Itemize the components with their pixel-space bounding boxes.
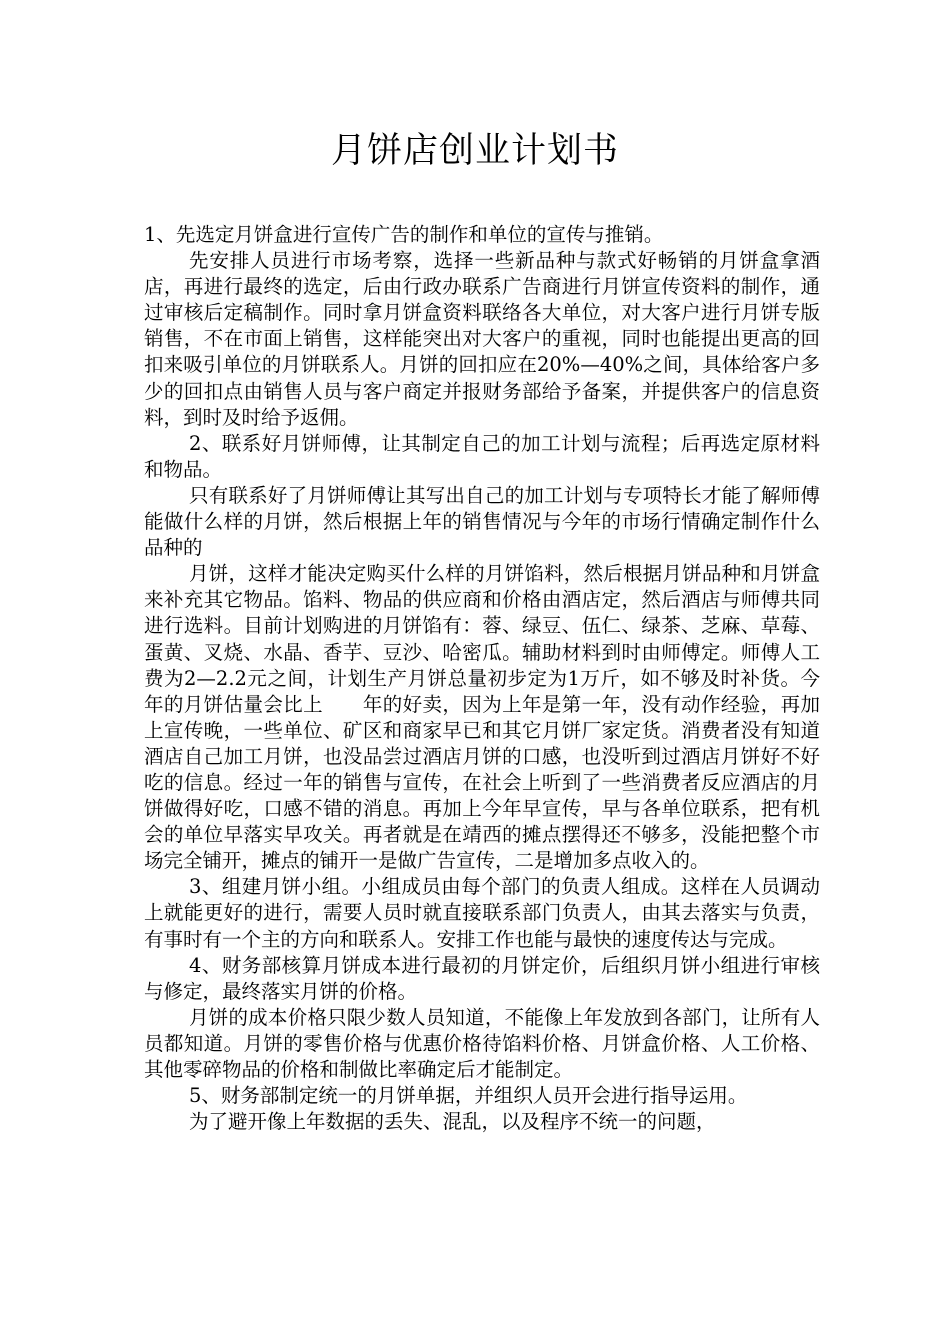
- paragraph-market-survey: 先安排人员进行市场考察，选择一些新品种与款式好畅销的月饼盒拿酒店，再进行最终的选定，后由行政办联系广告商进行月饼宣传资料的制作，通过审核后定稿制作。同时拿月饼盒资料联络各大单位，对大客户进行月饼专版销售，不在市面上销售，这样能突出对大客户的重视，同时也能提出更高的回扣来吸引单位的月饼联系人。月饼的回扣应在20%—40%之间，具体给客户多少的回扣点由销售人员与客户商定并报财务部给予备案，并提供客户的信息资料，到时及时给予返佣。: [144, 249, 820, 429]
- document-body: [144, 222, 820, 1135]
- paragraph-data-loss: 为了避开像上年数据的丢失、混乱，以及程序不统一的问题，: [189, 1110, 716, 1134]
- paragraph-cost-price: 月饼的成本价格只限少数人员知道，不能像上年发放到各部门，让所有人员都知道。月饼的零售价格与优惠价格待馅料价格、月饼盒价格、人工价格、其他零碎物品的价格和制做比率确定后才能制定。: [144, 1005, 820, 1081]
- paragraph-item-1: 1、先选定月饼盒进行宣传广告的制作和单位的宣传与推销。: [144, 223, 664, 246]
- paragraph-fillings: 月饼，这样才能决定购买什么样的月饼馅料，然后根据月饼品种和月饼盒来补充其它物品。馅料、物品的供应商和价格由酒店定，然后酒店与师傅共同进行选料。目前计划购进的月饼馅有：蓉、绿豆、伍仁、绿茶、芝麻、草莓、蛋黄、叉烧、水晶、香芋、豆沙、哈密瓜。辅助材料到时由师傅定。师傅人工费为2—2.2元之间，计划生产月饼总量初步定为1万斤，如不够及时补货。今年的月饼估量会比上 年的好卖，因为上年是第一年，没有动作经验，再加上宣传晚，一些单位、矿区和商家早已和其它月饼厂家定货。消费者没有知道酒店自己加工月饼，也没品尝过酒店月饼的口感，也没听到过酒店月饼好不好吃的信息。经过一年的销售与宣传，在社会上听到了一些消费者反应酒店的月饼做得好吃，口感不错的消息。再加上今年早宣传，早与各单位联系，把有机会的单位早落实早攻关。再者就是在靖西的摊点摆得还不够多，没能把整个市场完全铺开，摊点的铺开一是做广告宣传，二是增加多点收入的。: [144, 562, 820, 873]
- paragraph-chef-plan: 只有联系好了月饼师傅让其写出自己的加工计划与专项特长才能了解师傅能做什么样的月饼，然后根据上年的销售情况与今年的市场行情确定制作什么品种的: [144, 483, 820, 560]
- paragraph-item-2: 2、联系好月饼师傅，让其制定自己的加工计划与流程；后再选定原材料和物品。: [144, 431, 820, 481]
- document-title: 月饼店创业计划书: [330, 131, 619, 171]
- paragraph-item-4: 4、财务部核算月饼成本进行最初的月饼定价，后组织月饼小组进行审核与修定，最终落实月饼的价格。: [144, 953, 820, 1003]
- paragraph-item-3: 3、组建月饼小组。小组成员由每个部门的负责人组成。这样在人员调动上就能更好的进行，需要人员时就直接联系部门负责人，由其去落实与负责，有事时有一个主的方向和联系人。安排工作也能与最快的速度传达与完成。: [144, 875, 820, 951]
- paragraph-item-5: 5、财务部制定统一的月饼单据，并组织人员开会进行指导运用。: [189, 1084, 748, 1108]
